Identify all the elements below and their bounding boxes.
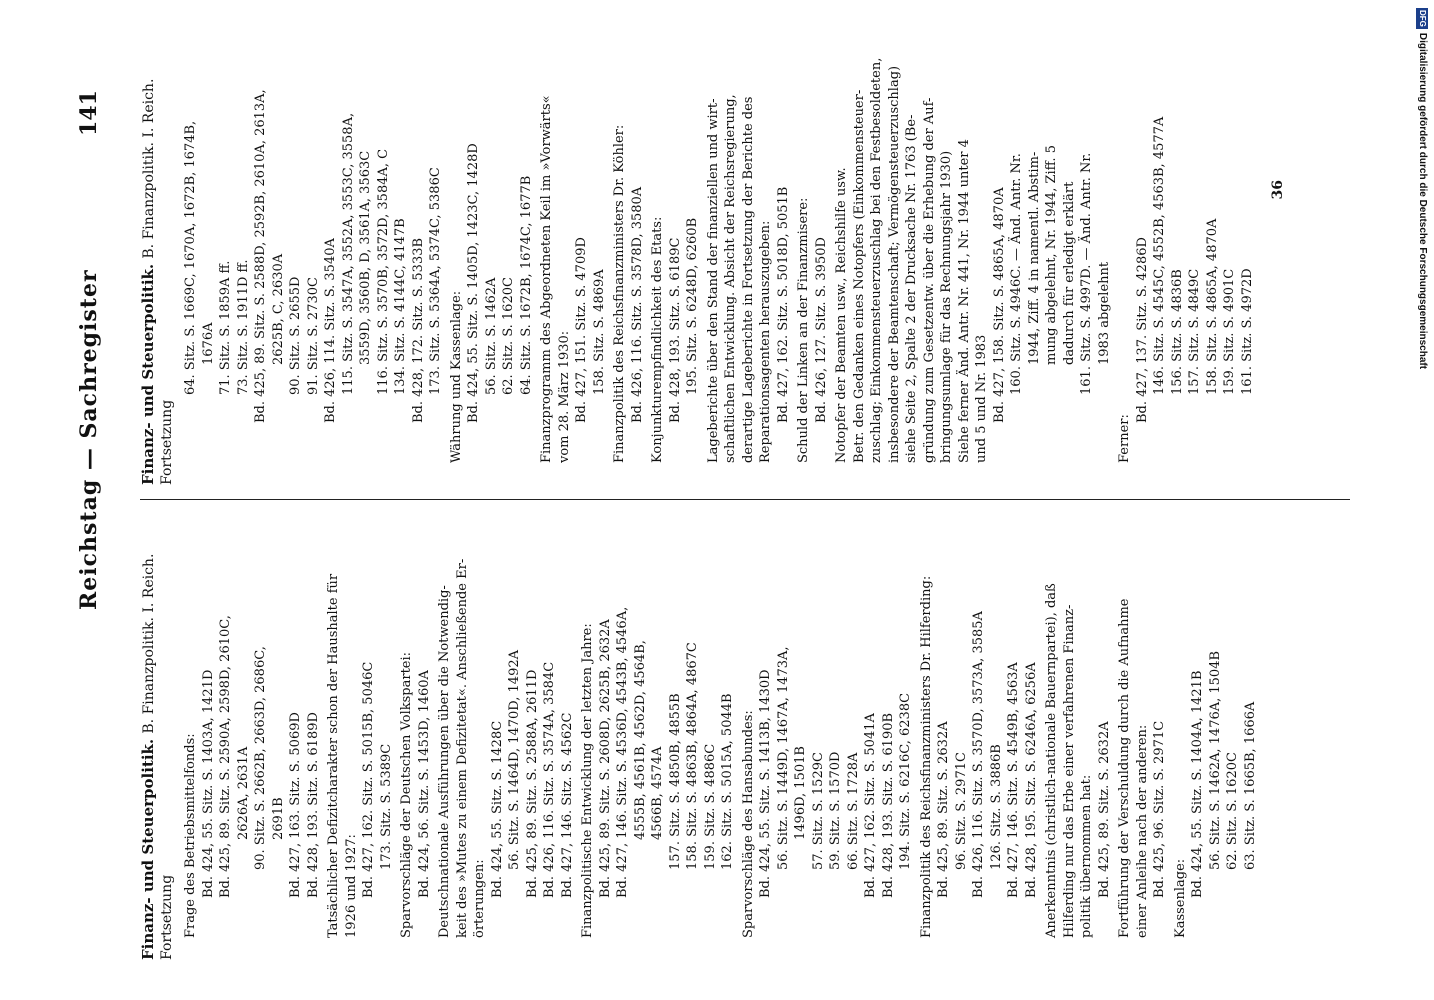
left-entry-line: 194. Sitz. S. 6216C, 6238C xyxy=(898,692,913,870)
left-entry-line: Bd. 425, 89. Sitz. S. 2632A xyxy=(1096,721,1112,898)
right-entry-line: 161. Sitz. S. 4997D. — Änd. Antr. Nr. xyxy=(1079,152,1094,395)
right-entry-line: siehe Seite 2, Spalte 2 der Drucksache Nr. 1763 (Be- xyxy=(904,114,919,463)
right-entry-line: 56. Sitz. S. 1462A xyxy=(483,277,499,395)
left-entry-line: 173. Sitz. S. 5389C xyxy=(378,743,394,870)
right-entry-line: Bd. 426, 127. Sitz. S. 3950D xyxy=(813,237,829,423)
right-entry-line: Konjunkturempfindlichkeit des Etats: xyxy=(650,216,665,463)
column-divider xyxy=(140,499,1350,500)
right-entry-line: Bd. 427, 151. Sitz. S. 4709D xyxy=(574,237,589,423)
right-entry-line: Bd. 427, 162. Sitz. S. 5018D, 5051B xyxy=(775,186,791,423)
left-entry-line: 126. Sitz. S. 3886B xyxy=(988,744,1004,870)
left-entry-line: Bd. 427, 146. Sitz. S. 4549B, 4563A xyxy=(1006,662,1021,898)
left-entry-line: Kassenlage: xyxy=(1172,858,1188,938)
right-heading xyxy=(140,35,159,485)
right-entry-line: 3559D, 3560B, D, 3561A, 3563C xyxy=(358,150,373,365)
left-column xyxy=(140,510,1259,960)
left-continuation: Fortsetzung xyxy=(158,874,175,960)
dfg-notice xyxy=(1414,8,1430,998)
left-entry-line: 90. Sitz. S. 2662B, 2663D, 2686C, xyxy=(253,646,268,870)
rotated-page xyxy=(70,30,1434,970)
left-entry-line: Bd. 425, 89. Sitz. S. 2590A, 2598D, 2610C, xyxy=(218,615,233,898)
right-entry-line: Bd. 426, 114. Sitz. S. 3540A xyxy=(323,238,338,423)
right-entry-line: Bd. 425, 89. Sitz. S. 2588D, 2592B, 2610A, 2613A, xyxy=(253,89,268,423)
left-entry-line: 96. Sitz. S. 2971C xyxy=(953,752,969,870)
left-entry-line: Bd. 426, 116. Sitz. S. 3570D, 3573A, 3585A xyxy=(971,611,986,898)
right-heading-main: Finanz- und Steuerpolitik. xyxy=(139,263,157,485)
left-entry-line: Tatsächlicher Defizitcharakter schon der Haushalte für xyxy=(326,573,341,938)
right-entry-line: schaftlichen Entwicklung. Absicht der Reichsregierung, xyxy=(723,94,738,463)
right-entry-line: Betr. den Gedanken eines Notopfers (Einkommensteuer- xyxy=(851,89,867,463)
right-entry-line: 195. Sitz. S. 6248D, 6260B xyxy=(685,217,700,395)
right-entry-line: Notopfer der Beamten usw., Reichshilfe usw. xyxy=(834,167,849,463)
right-entry-line: 134. Sitz. S. 4144C, 4147B xyxy=(393,218,408,395)
right-entry-line: Reparationsagenten herauszugeben: xyxy=(758,220,773,463)
left-entry-line: Finanzpolitische Entwicklung der letzten Jahre: xyxy=(580,623,595,938)
left-entry-line: Bd. 425, 89. Sitz. S. 2588A, 2611D xyxy=(524,669,540,898)
dfg-logo: DFG xyxy=(1418,10,1427,27)
right-entry-line: Währung und Kassenlage: xyxy=(448,290,464,463)
right-entry-line: Bd. 427, 158. Sitz. S. 4865A, 4870A xyxy=(991,187,1007,423)
right-entry-line: 64. Sitz. S. 1672B, 1674C, 1677B xyxy=(518,175,534,395)
left-entry-line: Bd. 425, 96. Sitz. S. 2971C xyxy=(1152,720,1167,898)
left-heading xyxy=(140,510,159,960)
right-entry-line: 159. Sitz. S. 4901C xyxy=(1222,268,1237,395)
right-entry-line: 158. Sitz. S. 4865A, 4870A xyxy=(1204,218,1220,395)
left-entry-line: örterungen: xyxy=(472,859,487,938)
left-entry-line: 2626A, 2631A xyxy=(235,746,251,840)
right-entry-line: 173. Sitz. S. 5364A, 5374C, 5386C xyxy=(428,167,443,395)
left-entry-line: 2691B xyxy=(270,797,286,840)
left-heading-sub: B. Finanzpolitik. I. Reich. xyxy=(141,553,157,734)
left-entry-line: Fortführung der Verschuldung durch die Aufnahme xyxy=(1117,598,1132,938)
left-entry-line: 157. Sitz. S. 4850B, 4855B xyxy=(667,693,683,870)
right-entry-line: 1983 abgelehnt xyxy=(1096,261,1112,365)
left-entry-line: 56. Sitz. S. 1449D, 1467A, 1473A, xyxy=(775,646,791,870)
left-entry-line: Bd. 427, 162. Sitz. S. 5015B, 5046C xyxy=(361,661,376,898)
left-entry-line: Bd. 428, 193. Sitz. S. 6190B xyxy=(880,712,896,898)
left-entry-line: 4555B, 4561B, 4562D, 4564B, xyxy=(632,640,648,840)
running-title: Reichstag — Sachregister xyxy=(76,269,102,610)
left-entry-line: Deutschnationale Ausführungen über die Notwendig- xyxy=(437,585,452,938)
right-entry-line: 2625B, C, 2630A xyxy=(270,253,286,365)
left-entry-line: Bd. 424, 56. Sitz. S. 1453D, 1460A xyxy=(416,670,432,898)
right-entry-line: 1676A xyxy=(200,322,216,365)
right-entry-line: Bd. 428, 193. Sitz. S. 6189C xyxy=(667,237,683,423)
right-entry-line: Finanzprogramm des Abgeordneten Keil im »Vorwärts« xyxy=(539,95,554,463)
left-entry-line: Frage des Betriebsmittelfonds: xyxy=(183,733,198,938)
left-entry-line: 162. Sitz. S. 5015A, 5044B xyxy=(720,693,735,870)
right-entry-line: 73. Sitz. S. 1911D ff. xyxy=(235,259,251,395)
right-entry-line: Bd. 428, 172. Sitz. S. 5333B xyxy=(410,237,426,423)
dfg-text: Digitalisierung gefördert durch die Deutsche Forschungsgemeinschaft xyxy=(1417,32,1428,370)
right-entry-line: 146. Sitz. S. 4545C, 4552B, 4563B, 4577A xyxy=(1152,116,1167,395)
left-entry-line: 1926 und 1927: xyxy=(343,834,359,938)
right-entry-line: 62. Sitz. S. 1620C xyxy=(501,277,516,395)
right-entries xyxy=(182,35,1256,485)
left-entries xyxy=(182,510,1259,960)
left-entry-line: 158. Sitz. S. 4863B, 4864A, 4867C xyxy=(685,642,700,870)
left-entry-line: 62. Sitz. S. 1620C xyxy=(1225,752,1240,870)
left-entry-line: keit des »Mutes zu einem Defizitetat«. Anschließende Er- xyxy=(454,558,470,938)
right-entry-line: Schuld der Linken an der Finanzmisere: xyxy=(796,197,811,463)
right-entry-line: Bd. 424, 55. Sitz. S. 1405D, 1423C, 1428D xyxy=(466,143,481,423)
right-entry-line: insbesondere der Beamtenschaft; Vermögensteuerzuschlag) xyxy=(886,65,902,463)
right-entry-line: 71. Sitz. S. 1859A ff. xyxy=(218,260,233,395)
left-entry-line: Bd. 424, 55. Sitz. S. 1404A, 1421B xyxy=(1190,670,1205,898)
right-entry-line: Siehe ferner Änd. Antr. Nr. 441, Nr. 1944 unter 4 xyxy=(956,139,972,463)
right-entry-line: 161. Sitz. S. 4972D xyxy=(1239,268,1255,395)
left-entry-line: Bd. 426, 116. Sitz. S. 3574A, 3584C xyxy=(542,661,557,898)
right-entry-line: zuschlag; Einkommensteuerzuschlag bei den Festbesoldeten, xyxy=(869,57,884,463)
left-entry-line: Bd. 424, 55. Sitz. S. 1428C xyxy=(489,720,505,898)
left-entry-line: Anerkenntnis (christlich-nationale Bauernpartei), daß xyxy=(1044,583,1059,938)
right-entry-line: Lageberichte über den Stand der finanziellen und wirt- xyxy=(705,98,721,463)
running-head xyxy=(70,90,110,970)
left-entry-line: 57. Sitz. S. 1529C xyxy=(810,752,826,870)
right-entry-line: 90. Sitz. S. 2655D xyxy=(288,276,303,395)
left-entry-line: 56. Sitz. S. 1462A, 1476A, 1504B xyxy=(1207,650,1223,870)
right-heading-sub: B. Finanzpolitik. I. Reich. xyxy=(141,78,157,259)
right-entry-line: mung abgelehnt, Nr. 1944, Ziff. 5 xyxy=(1044,145,1059,365)
right-entry-line: gründung zum Gesetzentw. über die Erhebung der Auf- xyxy=(921,97,937,463)
right-entry-line: dadurch für erledigt erklärt xyxy=(1061,181,1077,365)
left-entry-line: einer Anleihe nach der anderen: xyxy=(1134,724,1150,938)
right-entry-line: Bd. 426, 116. Sitz. S. 3578D, 3580A xyxy=(629,186,645,423)
left-heading-main: Finanz- und Steuerpolitik. xyxy=(139,738,157,960)
right-entry-line: 116. Sitz. S. 3570B, 3572D, 3584A, C xyxy=(375,148,391,395)
right-entry-line: derartige Lageberichte in Fortsetzung der Berichte des xyxy=(740,96,756,463)
right-entry-line: Bd. 427, 137. Sitz. S. 4286D xyxy=(1134,237,1150,423)
left-entry-line: Bd. 427, 146. Sitz. S. 4562C xyxy=(559,712,575,898)
left-entry-line: 4566B, 4574A xyxy=(650,746,665,840)
left-entry-line: Finanzpolitik des Reichsfinanzministers Dr. Hilferding: xyxy=(918,575,934,938)
right-entry-line: bringungsumlage für das Rechnungsjahr 1930) xyxy=(939,150,954,463)
page-number: 141 xyxy=(76,90,102,136)
right-entry-line: und 5 und Nr. 1983 xyxy=(974,334,989,463)
left-entry-line: Bd. 427, 163. Sitz. S. 5069D xyxy=(288,712,303,898)
left-entry-line: 66. Sitz. S. 1728A xyxy=(845,752,861,870)
right-entry-line: 156. Sitz. S. 4836B xyxy=(1169,269,1185,395)
left-entry-line: Sparvorschläge des Hansabundes: xyxy=(740,710,756,938)
right-entry-line: 64. Sitz. S. 1669C, 1670A, 1672B, 1674B, xyxy=(183,120,198,395)
right-entry-line: Ferner: xyxy=(1117,414,1132,463)
left-entry-line: 56. Sitz. S. 1464D, 1470D, 1492A xyxy=(507,649,522,870)
left-entry-line: Bd. 428, 195. Sitz. S. 6246A, 6256A xyxy=(1023,662,1039,898)
left-entry-line: 1496D, 1501B xyxy=(793,746,808,840)
right-entry-line: 160. Sitz. S. 4946C. — Änd. Antr. Nr. xyxy=(1009,153,1024,395)
right-entry-line: Finanzpolitik des Reichsfinanzministers Dr. Köhler: xyxy=(612,124,627,463)
right-continuation: Fortsetzung xyxy=(158,399,175,485)
sheet-number: 36 xyxy=(1270,180,1286,200)
right-entry-line: vom 28. März 1930: xyxy=(556,330,572,463)
left-entry-line: 159. Sitz. S. 4886C xyxy=(702,743,718,870)
left-entry-line: politik übernommen hat: xyxy=(1079,774,1094,938)
left-entry-line: Sparvorschläge der Deutschen Volkspartei: xyxy=(399,651,414,938)
left-entry-line: Bd. 424, 55. Sitz. S. 1403A, 1421D xyxy=(200,669,216,898)
right-entry-line: 157. Sitz. S. 4849C xyxy=(1187,268,1202,395)
left-entry-line: Hilferding nur das Erbe einer verfahrenen Finanz- xyxy=(1061,604,1077,938)
left-entry-line: Bd. 425, 89. Sitz. S. 2632A xyxy=(936,721,951,898)
left-entry-line: 59. Sitz. S. 1570D xyxy=(828,751,843,870)
right-entry-line: 115. Sitz. S. 3547A, 3552A, 3553C, 3558A, xyxy=(340,112,356,395)
left-entry-line: Bd. 424, 55. Sitz. S. 1413B, 1430D xyxy=(758,669,773,898)
right-entry-line: 1944, Ziff. 4 in namentl. Abstim- xyxy=(1026,151,1042,365)
right-entry-line: 158. Sitz. S. 4869A xyxy=(591,269,607,395)
right-column xyxy=(140,35,1256,485)
right-entry-line: 91. Sitz. S. 2730C xyxy=(305,277,321,395)
left-entry-line: Bd. 428, 193. Sitz. S. 6189D xyxy=(305,712,321,898)
left-entry-line: Bd. 427, 162. Sitz. S. 5041A xyxy=(863,713,878,898)
left-entry-line: 63. Sitz. S. 1665B, 1666A xyxy=(1242,701,1258,870)
left-entry-line: Bd. 425, 89. Sitz. S. 2608D, 2625B, 2632A xyxy=(597,619,613,898)
left-entry-line: Bd. 427, 146. Sitz. S. 4536D, 4543B, 4546A, xyxy=(615,606,630,898)
